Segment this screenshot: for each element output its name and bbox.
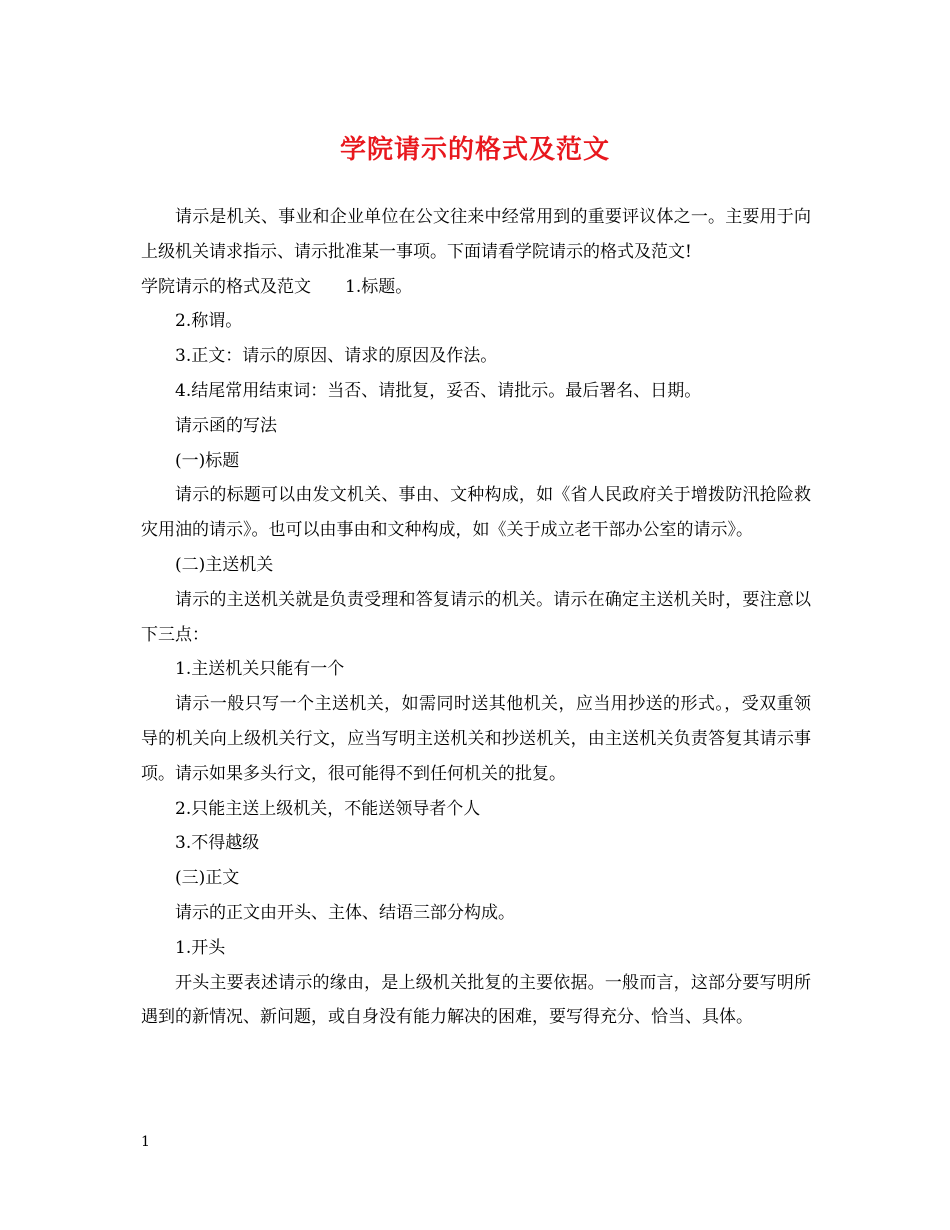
paragraph-body-structure: 请示的正文由开头、主体、结语三部分构成。 — [175, 902, 515, 923]
paragraph-heading-item-1: 学院请示的格式及范文 1.标题。 — [141, 276, 413, 297]
document-body — [141, 200, 811, 1035]
page-number: 1 — [141, 1134, 150, 1150]
paragraph-item-4: 4.结尾常用结束词：当否、请批复，妥否、请批示。最后署名、日期。 — [175, 380, 702, 401]
paragraph-item-2: 2.称谓。 — [175, 311, 243, 332]
paragraph-title-desc: 请示的标题可以由发文机关、事由、文种构成，如《省人民政府关于增拨防汛抢险救灾用油的请示》。也可以由事由和文种构成，如《关于成立老干部办公室的请示》。 — [141, 485, 811, 541]
page-title: 学院请示的格式及范文 — [339, 135, 610, 165]
paragraph-intro: 请示是机关、事业和企业单位在公文往来中经常用到的重要评议体之一。主要用于向上级机关请求指示、请示批准某一事项。下面请看学院请示的格式及范文! — [141, 207, 811, 262]
section-heading-body: (三)正文 — [175, 868, 240, 889]
section-heading-title: (一)标题 — [175, 450, 240, 471]
paragraph-opening-desc: 开头主要表述请示的缘由，是上级机关批复的主要依据。一般而言，这部分要写明所遇到的新情况、新问题，或自身没有能力解决的困难，要写得充分、恰当、具体。 — [141, 972, 811, 1028]
subheading-one-recipient: 1.主送机关只能有一个 — [175, 659, 345, 680]
subheading-superior-only: 2.只能主送上级机关，不能送领导者个人 — [175, 798, 481, 819]
paragraph-one-recipient-desc: 请示一般只写一个主送机关，如需同时送其他机关，应当用抄送的形式。，受双重领导的机关向上级机关行文，应当写明主送机关和抄送机关，由主送机关负责答复其请示事项。请示如果多头行文，很可能得不到任何机关的批复。 — [141, 694, 811, 784]
subheading-opening: 1.开头 — [175, 937, 226, 958]
subheading-no-skip-level: 3.不得越级 — [175, 833, 260, 854]
section-heading-writing: 请示函的写法 — [175, 415, 277, 436]
section-heading-recipient: (二)主送机关 — [175, 554, 274, 575]
paragraph-recipient-desc: 请示的主送机关就是负责受理和答复请示的机关。请示在确定主送机关时，要注意以下三点： — [141, 589, 811, 645]
paragraph-item-3: 3.正文：请示的原因、请求的原因及作法。 — [175, 346, 498, 367]
